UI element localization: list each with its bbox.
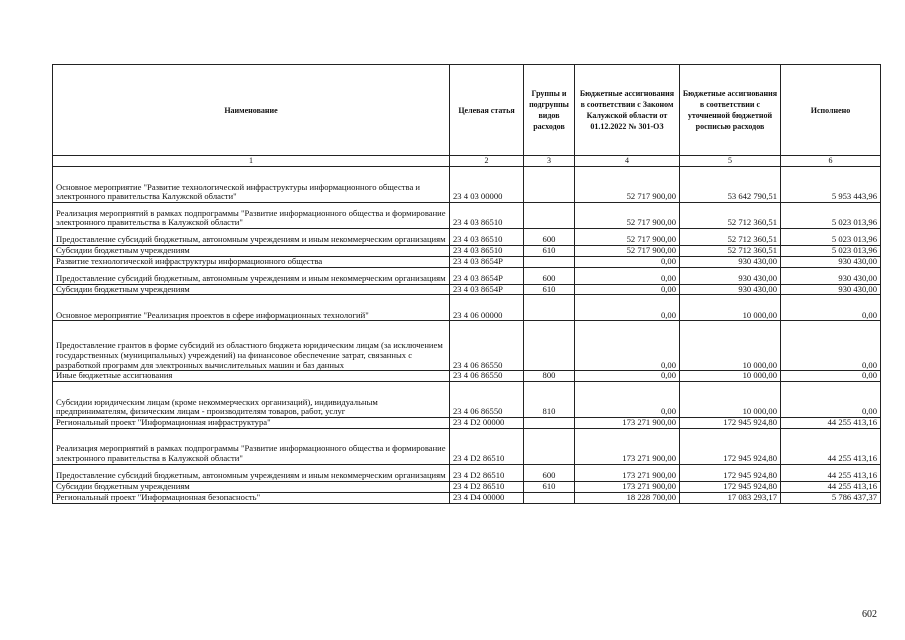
row-executed-amount: 44 255 413,16: [781, 481, 881, 492]
row-group: 600: [524, 464, 575, 481]
row-name: Основное мероприятие "Реализация проектов в сфере информационных технологий": [53, 295, 450, 321]
header-law: Бюджетные ассигнования в соответствии с Законом Калужской области от 01.12.2022 № 301-ОЗ: [575, 65, 680, 156]
row-law-amount: 173 271 900,00: [575, 418, 680, 429]
row-code: 23 4 06 86550: [450, 382, 524, 418]
row-law-amount: 173 271 900,00: [575, 481, 680, 492]
row-revised-amount: 930 430,00: [680, 256, 781, 267]
row-executed-amount: 0,00: [781, 321, 881, 371]
row-code: 23 4 03 8654Р: [450, 267, 524, 284]
row-executed-amount: 5 023 013,96: [781, 246, 881, 257]
row-group: [524, 428, 575, 464]
table-row: [53, 464, 881, 481]
row-law-amount: 52 717 900,00: [575, 246, 680, 257]
table-row: [53, 371, 881, 382]
row-group: [524, 321, 575, 371]
row-code: 23 4 03 86510: [450, 203, 524, 229]
row-law-amount: 52 717 900,00: [575, 203, 680, 229]
row-group: 610: [524, 284, 575, 295]
row-group: 610: [524, 246, 575, 257]
table-row: [53, 203, 881, 229]
table-body: [53, 167, 881, 504]
row-code: 23 4 D2 00000: [450, 418, 524, 429]
row-revised-amount: 53 642 790,51: [680, 167, 781, 203]
column-number: 5: [680, 156, 781, 167]
row-group: 610: [524, 481, 575, 492]
row-revised-amount: 930 430,00: [680, 284, 781, 295]
row-revised-amount: 172 945 924,80: [680, 464, 781, 481]
row-executed-amount: 5 953 443,96: [781, 167, 881, 203]
row-name: Реализация мероприятий в рамках подпрограммы "Развитие информационного общества и формирование электронного правительства в Калужской области": [53, 428, 450, 464]
table-row: [53, 267, 881, 284]
column-number-row: [53, 156, 881, 167]
table-row: [53, 295, 881, 321]
row-code: 23 4 06 00000: [450, 295, 524, 321]
row-revised-amount: 52 712 360,51: [680, 246, 781, 257]
row-group: [524, 256, 575, 267]
row-executed-amount: 0,00: [781, 295, 881, 321]
row-code: 23 4 03 8654Р: [450, 256, 524, 267]
row-code: 23 4 06 86550: [450, 321, 524, 371]
row-executed-amount: 44 255 413,16: [781, 464, 881, 481]
row-law-amount: 52 717 900,00: [575, 229, 680, 246]
row-revised-amount: 172 945 924,80: [680, 428, 781, 464]
row-name: Реализация мероприятий в рамках подпрограммы "Развитие информационного общества и формирование электронного правительства в Калужской области": [53, 203, 450, 229]
table-row: [53, 418, 881, 429]
row-law-amount: 0,00: [575, 284, 680, 295]
row-group: [524, 492, 575, 503]
row-revised-amount: 52 712 360,51: [680, 229, 781, 246]
row-revised-amount: 52 712 360,51: [680, 203, 781, 229]
table-row: [53, 256, 881, 267]
row-law-amount: 173 271 900,00: [575, 428, 680, 464]
row-name: Предоставление субсидий бюджетным, автономным учреждениям и иным некоммерческим организациям: [53, 229, 450, 246]
row-code: 23 4 03 8654Р: [450, 284, 524, 295]
column-number: 3: [524, 156, 575, 167]
row-group: [524, 203, 575, 229]
row-revised-amount: 10 000,00: [680, 382, 781, 418]
row-group: 810: [524, 382, 575, 418]
header-group: Группы и подгруппы видов расходов: [524, 65, 575, 156]
header-executed: Исполнено: [781, 65, 881, 156]
row-code: 23 4 D2 86510: [450, 428, 524, 464]
row-name: Региональный проект "Информационная безопасность": [53, 492, 450, 503]
row-group: 600: [524, 229, 575, 246]
page-number: 602: [862, 609, 877, 620]
row-code: 23 4 06 86550: [450, 371, 524, 382]
row-law-amount: 52 717 900,00: [575, 167, 680, 203]
row-name: Иные бюджетные ассигнования: [53, 371, 450, 382]
row-name: Субсидии бюджетным учреждениям: [53, 246, 450, 257]
row-revised-amount: 172 945 924,80: [680, 418, 781, 429]
header-code: Целевая статья: [450, 65, 524, 156]
row-executed-amount: 930 430,00: [781, 256, 881, 267]
column-number: 6: [781, 156, 881, 167]
header-row: [53, 65, 881, 156]
column-number: 4: [575, 156, 680, 167]
row-code: 23 4 D2 86510: [450, 464, 524, 481]
row-group: 800: [524, 371, 575, 382]
row-code: 23 4 D4 00000: [450, 492, 524, 503]
row-executed-amount: 5 023 013,96: [781, 203, 881, 229]
row-name: Предоставление субсидий бюджетным, автономным учреждениям и иным некоммерческим организациям: [53, 464, 450, 481]
row-law-amount: 0,00: [575, 267, 680, 284]
row-law-amount: 0,00: [575, 321, 680, 371]
table-row: [53, 229, 881, 246]
row-revised-amount: 10 000,00: [680, 295, 781, 321]
row-law-amount: 0,00: [575, 295, 680, 321]
table-row: [53, 167, 881, 203]
table-row: [53, 492, 881, 503]
row-revised-amount: 930 430,00: [680, 267, 781, 284]
row-code: 23 4 03 00000: [450, 167, 524, 203]
table-row: [53, 321, 881, 371]
row-executed-amount: 44 255 413,16: [781, 418, 881, 429]
row-name: Субсидии бюджетным учреждениям: [53, 284, 450, 295]
row-law-amount: 18 228 700,00: [575, 492, 680, 503]
table-row: [53, 428, 881, 464]
row-executed-amount: 0,00: [781, 382, 881, 418]
row-law-amount: 0,00: [575, 371, 680, 382]
row-executed-amount: 5 786 437,37: [781, 492, 881, 503]
row-executed-amount: 44 255 413,16: [781, 428, 881, 464]
row-name: Предоставление грантов в форме субсидий из областного бюджета юридическим лицам (за исключением государственных (муниципальных) учреждений) на финансовое обеспечение затрат, связанных с разработкой программ для электронных вычислительных машин и баз данных: [53, 321, 450, 371]
row-executed-amount: 930 430,00: [781, 267, 881, 284]
row-executed-amount: 5 023 013,96: [781, 229, 881, 246]
row-group: [524, 167, 575, 203]
row-code: 23 4 03 86510: [450, 229, 524, 246]
row-law-amount: 173 271 900,00: [575, 464, 680, 481]
header-name: Наименование: [53, 65, 450, 156]
row-group: [524, 418, 575, 429]
row-name: Субсидии бюджетным учреждениям: [53, 481, 450, 492]
table-row: [53, 481, 881, 492]
row-name: Региональный проект "Информационная инфраструктура": [53, 418, 450, 429]
row-executed-amount: 930 430,00: [781, 284, 881, 295]
row-name: Субсидии юридическим лицам (кроме некоммерческих организаций), индивидуальным предпринимателям, физическим лицам - производителям товаров, работ, услуг: [53, 382, 450, 418]
row-law-amount: 0,00: [575, 382, 680, 418]
table-row: [53, 246, 881, 257]
table-row: [53, 284, 881, 295]
row-code: 23 4 03 86510: [450, 246, 524, 257]
row-group: 600: [524, 267, 575, 284]
row-name: Основное мероприятие "Развитие технологической инфраструктуры информационного общества и электронного правительства Калужской области": [53, 167, 450, 203]
row-group: [524, 295, 575, 321]
row-law-amount: 0,00: [575, 256, 680, 267]
row-revised-amount: 172 945 924,80: [680, 481, 781, 492]
row-revised-amount: 17 083 293,17: [680, 492, 781, 503]
budget-table: [52, 64, 881, 504]
row-name: Предоставление субсидий бюджетным, автономным учреждениям и иным некоммерческим организациям: [53, 267, 450, 284]
header-revised: Бюджетные ассигнования в соответствии с уточненной бюджетной росписью расходов: [680, 65, 781, 156]
row-revised-amount: 10 000,00: [680, 371, 781, 382]
row-name: Развитие технологической инфраструктуры информационного общества: [53, 256, 450, 267]
row-code: 23 4 D2 86510: [450, 481, 524, 492]
table-row: [53, 382, 881, 418]
row-revised-amount: 10 000,00: [680, 321, 781, 371]
column-number: 2: [450, 156, 524, 167]
row-executed-amount: 0,00: [781, 371, 881, 382]
column-number: 1: [53, 156, 450, 167]
